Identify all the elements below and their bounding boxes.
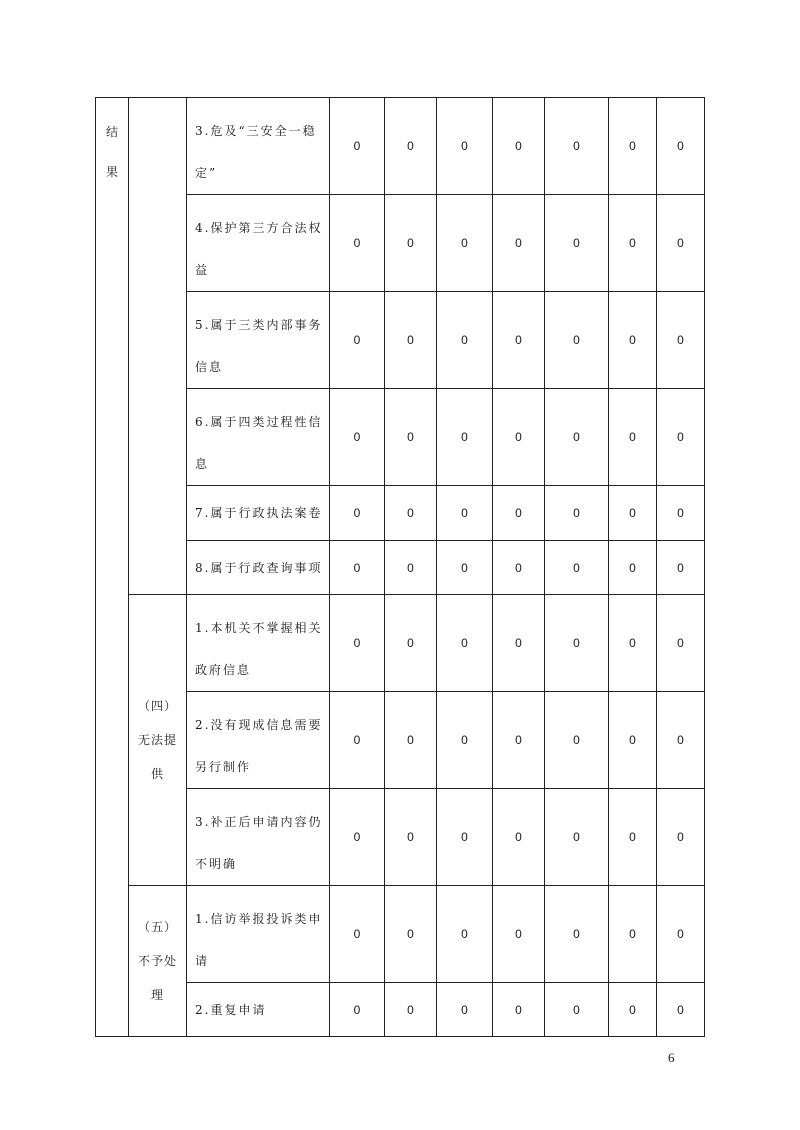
table-row [96, 789, 705, 886]
table-row [96, 983, 705, 1037]
value-cell: 0 [330, 886, 385, 983]
value-cell: 0 [545, 789, 609, 886]
value-cell: 0 [609, 195, 657, 292]
value-cell: 0 [545, 98, 609, 195]
value-cell: 0 [493, 98, 545, 195]
value-cell: 0 [385, 292, 437, 389]
value-cell: 0 [385, 541, 437, 595]
value-cell: 0 [657, 98, 705, 195]
value-cell: 0 [385, 789, 437, 886]
row-label [187, 541, 330, 595]
table-row [96, 292, 705, 389]
category-cell [129, 98, 187, 595]
value-cell: 0 [385, 389, 437, 486]
row-label-line: 8.属于行政查询事项 [195, 560, 323, 575]
value-cell: 0 [545, 595, 609, 692]
value-cell: 0 [437, 486, 493, 541]
value-cell: 0 [657, 195, 705, 292]
value-cell: 0 [657, 595, 705, 692]
value-cell: 0 [437, 98, 493, 195]
value-cell: 0 [545, 983, 609, 1037]
value-cell: 0 [330, 98, 385, 195]
table-row [96, 195, 705, 292]
row-label-line: 2.没有现成信息需要 [195, 718, 323, 732]
value-cell: 0 [545, 886, 609, 983]
value-cell: 0 [437, 541, 493, 595]
row-label-line: 6.属于四类过程性信 [195, 415, 323, 429]
value-cell: 0 [657, 983, 705, 1037]
value-cell: 0 [493, 983, 545, 1037]
row-label [187, 389, 330, 486]
value-cell: 0 [330, 541, 385, 595]
result-label-char: 结 [105, 125, 118, 139]
value-cell: 0 [545, 692, 609, 789]
value-cell: 0 [330, 292, 385, 389]
value-cell: 0 [609, 292, 657, 389]
row-label-line: 定” [195, 166, 218, 180]
row-label [187, 292, 330, 389]
value-cell: 0 [493, 389, 545, 486]
value-cell: 0 [437, 595, 493, 692]
row-label [187, 98, 330, 195]
value-cell: 0 [330, 195, 385, 292]
category-cell [129, 595, 187, 886]
row-label [187, 983, 330, 1037]
value-cell: 0 [493, 789, 545, 886]
table-row [96, 486, 705, 541]
value-cell: 0 [385, 595, 437, 692]
value-cell: 0 [385, 886, 437, 983]
value-cell: 0 [545, 292, 609, 389]
result-label-cell [96, 98, 129, 1037]
value-cell: 0 [330, 595, 385, 692]
value-cell: 0 [330, 486, 385, 541]
category-label-line: 无法提 [137, 733, 177, 747]
statistics-table [95, 97, 705, 1037]
row-label-line: 信息 [195, 360, 224, 374]
value-cell: 0 [609, 595, 657, 692]
result-label-char: 果 [105, 165, 118, 179]
value-cell: 0 [330, 692, 385, 789]
value-cell: 0 [330, 389, 385, 486]
row-label [187, 886, 330, 983]
row-label-line: 3.危及“三安全一稳 [195, 124, 317, 138]
value-cell: 0 [385, 195, 437, 292]
value-cell: 0 [657, 486, 705, 541]
row-label-line: 2.重复申请 [195, 1002, 267, 1017]
value-cell: 0 [437, 389, 493, 486]
value-cell: 0 [609, 983, 657, 1037]
row-label [187, 195, 330, 292]
category-label-line: 理 [150, 988, 164, 1002]
category-label-line: 不予处 [137, 954, 177, 968]
value-cell: 0 [385, 486, 437, 541]
value-cell: 0 [609, 886, 657, 983]
value-cell: 0 [545, 541, 609, 595]
value-cell: 0 [493, 486, 545, 541]
row-label-line: 5.属于三类内部事务 [195, 318, 323, 332]
value-cell: 0 [437, 789, 493, 886]
value-cell: 0 [493, 886, 545, 983]
value-cell: 0 [437, 195, 493, 292]
value-cell: 0 [657, 692, 705, 789]
value-cell: 0 [493, 292, 545, 389]
page-number: 6 [668, 1050, 675, 1065]
value-cell: 0 [385, 983, 437, 1037]
row-label-line: 政府信息 [195, 663, 252, 677]
table-row [96, 595, 705, 692]
value-cell: 0 [493, 692, 545, 789]
row-label [187, 595, 330, 692]
value-cell: 0 [330, 983, 385, 1037]
row-label-line: 息 [195, 457, 210, 471]
value-cell: 0 [657, 292, 705, 389]
row-label [187, 692, 330, 789]
table-row [96, 98, 705, 195]
value-cell: 0 [330, 789, 385, 886]
value-cell: 0 [609, 486, 657, 541]
value-cell: 0 [609, 98, 657, 195]
value-cell: 0 [609, 389, 657, 486]
value-cell: 0 [437, 886, 493, 983]
table-row [96, 541, 705, 595]
value-cell: 0 [493, 195, 545, 292]
value-cell: 0 [385, 98, 437, 195]
value-cell: 0 [493, 541, 545, 595]
row-label-line: 不明确 [195, 857, 238, 871]
value-cell: 0 [545, 389, 609, 486]
value-cell: 0 [657, 389, 705, 486]
row-label-line: 益 [195, 263, 210, 277]
table-row [96, 389, 705, 486]
category-label-line: 供 [150, 767, 164, 781]
category-cell [129, 886, 187, 1037]
value-cell: 0 [437, 292, 493, 389]
row-label-line: 3.补正后申请内容仍 [195, 815, 323, 829]
row-label [187, 789, 330, 886]
row-label-line: 另行制作 [195, 760, 252, 774]
value-cell: 0 [545, 195, 609, 292]
value-cell: 0 [657, 789, 705, 886]
category-label-line: （四） [137, 699, 177, 713]
row-label [187, 486, 330, 541]
value-cell: 0 [609, 789, 657, 886]
value-cell: 0 [437, 692, 493, 789]
row-label-line: 4.保护第三方合法权 [195, 221, 323, 235]
row-label-line: 7.属于行政执法案卷 [195, 506, 323, 520]
value-cell: 0 [545, 486, 609, 541]
category-label-line: （五） [137, 920, 177, 934]
value-cell: 0 [437, 983, 493, 1037]
value-cell: 0 [609, 541, 657, 595]
value-cell: 0 [385, 692, 437, 789]
table-row [96, 886, 705, 983]
value-cell: 0 [609, 692, 657, 789]
value-cell: 0 [657, 886, 705, 983]
value-cell: 0 [657, 541, 705, 595]
row-label-line: 请 [195, 954, 210, 968]
row-label-line: 1.本机关不掌握相关 [195, 621, 323, 635]
value-cell: 0 [493, 595, 545, 692]
table-row [96, 692, 705, 789]
row-label-line: 1.信访举报投诉类申 [195, 912, 323, 926]
